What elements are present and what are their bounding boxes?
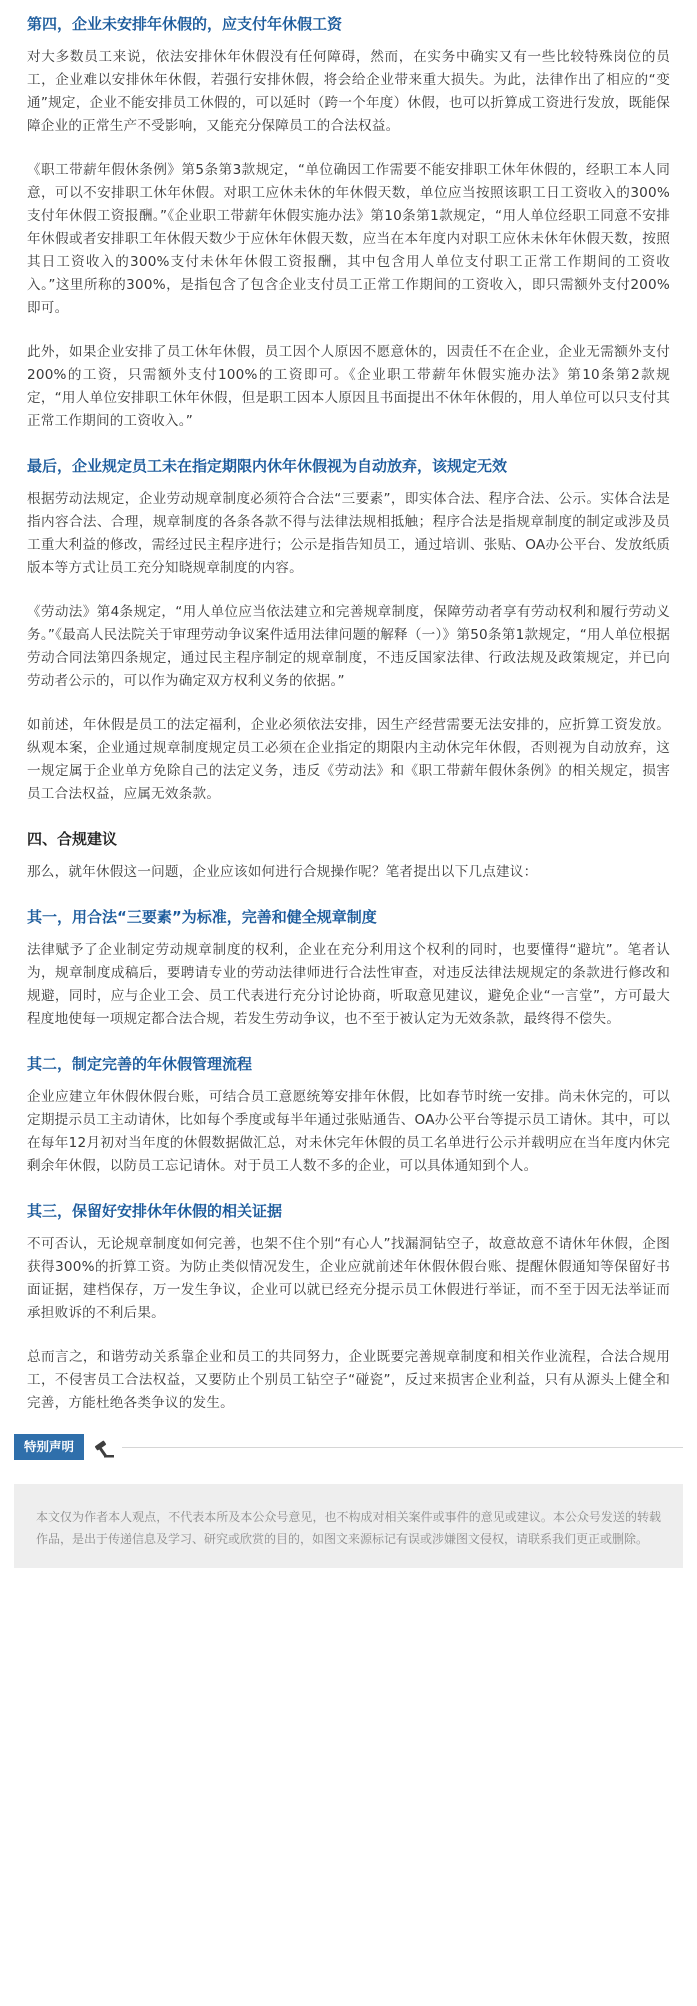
paragraph: 如前述，年休假是员工的法定福利，企业必须依法安排，因生产经营需要无法安排的，应折算工资发放。纵观本案，企业通过规章制度规定员工必须在企业指定的期限内主动休完年休假，否则视为自动放弃，这一规定属于企业单方免除自己的法定义务，违反《劳动法》和《职工带薪年假休条例》的相关规定，损害员工合法权益，应属无效条款。 — [27, 717, 670, 802]
paragraph: 法律赋予了企业制定劳动规章制度的权利，企业在充分利用这个权利的同时，也要懂得“避坑”。笔者认为，规章制度成稿后，要聘请专业的劳动法律师进行合法性审查，对违反法律法规规定的条款进行修改和规避，同时，应与企业工会、员工代表进行充分讨论协商，听取意见建议，避免企业“一言堂”，方可最大程度地使每一项规定都合法合规，若发生劳动争议，也不至于被认定为无效条款，最终得不偿失。 — [27, 942, 670, 1027]
notice-text: 本文仅为作者本人观点，不代表本所及本公众号意见，也不构成对相关案件或事件的意见或建议。本公众号发送的转载作品，是出于传递信息及学习、研究或欣赏的目的，如图文来源标记有误或涉嫌图文侵权，请联系我们更正或删除。 — [14, 1484, 683, 1568]
paragraph: 不可否认，无论规章制度如何完善，也架不住个别“有心人”找漏洞钻空子，故意故意不请休年休假，企图获得300%的折算工资。为防止类似情况发生，企业应就前述年休假休假台账、提醒休假通知等保留好书面证据，建档保存，万一发生争议，企业可以就已经充分提示员工休假进行举证，而不至于因无法举证而承担败诉的不利后果。 — [27, 1236, 670, 1321]
paragraph: 总而言之，和谐劳动关系靠企业和员工的共同努力，企业既要完善规章制度和相关作业流程，合法合规用工，不侵害员工合法权益，又要防止个别员工钻空子“碰瓷”，反过来损害企业利益，只有从源头上健全和完善，方能杜绝各类争议的发生。 — [27, 1349, 670, 1411]
paragraph: 根据劳动法规定，企业劳动规章制度必须符合合法“三要素”，即实体合法、程序合法、公示。实体合法是指内容合法、合理，规章制度的各条各款不得与法律法规相抵触；程序合法是指规章制度的制定或涉及员工重大利益的修改，需经过民主程序进行；公示是指告知员工，通过培训、张贴、OA办公平台、发放纸质版本等方式让员工充分知晓规章制度的内容。 — [27, 491, 670, 576]
paragraph: 此外，如果企业安排了员工休年休假，员工因个人原因不愿意休的，因责任不在企业，企业无需额外支付200%的工资，只需额外支付100%的工资即可。《企业职工带薪年休假实施办法》第10条第2款规定，“用人单位安排职工休年休假，但是职工因本人原因且书面提出不休年休假的，用人单位可以只支付其正常工作期间的工资收入。” — [27, 344, 670, 429]
notice-header — [14, 1432, 683, 1462]
paragraph: 《劳动法》第4条规定，“用人单位应当依法建立和完善规章制度，保障劳动者享有劳动权利和履行劳动义务。”《最高人民法院关于审理劳动争议案件适用法律问题的解释（一）》第50条第1款规定，“用人单位根据劳动合同法第四条规定，通过民主程序制定的规章制度，不违反国家法律、行政法规及政策规定，并已向劳动者公示的，可以作为确定双方权利义务的依据。” — [27, 604, 670, 689]
heading-last: 最后，企业规定员工未在指定期限内休年休假视为自动放弃，该规定无效 — [27, 457, 508, 475]
heading-suggestion-1: 其一，用合法“三要素”为标准，完善和健全规章制度 — [27, 908, 377, 926]
gavel-icon — [90, 1434, 116, 1460]
paragraph: 企业应建立年休假休假台账，可结合员工意愿统筹安排年休假，比如春节时统一安排。尚未休完的，可以定期提示员工主动请休，比如每个季度或每半年通过张贴通告、OA办公平台等提示员工请休。其中，可以在每年12月初对当年度的休假数据做汇总，对未休完年休假的员工名单进行公示并载明应在当年度内休完剩余年休假，以防员工忘记请休。对于员工人数不多的企业，可以具体通知到个人。 — [27, 1089, 670, 1174]
heading-suggestion-3: 其三，保留好安排休年休假的相关证据 — [27, 1202, 283, 1220]
heading-suggestion-2: 其二，制定完善的年休假管理流程 — [27, 1055, 253, 1073]
heading-fourth: 第四，企业未安排年休假的，应支付年休假工资 — [27, 15, 343, 33]
paragraph: 《职工带薪年假休条例》第5条第3款规定，“单位确因工作需要不能安排职工休年休假的，经职工本人同意，可以不安排职工休年休假。对职工应休未休的年休假天数，单位应当按照该职工日工资收入的300%支付年休假工资报酬。”《企业职工带薪年休假实施办法》第10条第1款规定，“用人单位经职工同意不安排年休假或者安排职工年休假天数少于应休年休假天数，应当在本年度内对职工应休未休年休假天数，按照其日工资收入的300%支付未休年休假工资报酬，其中包含用人单位支付职工正常工作期间的工资收入。”这里所称的300%，是指包含了包含企业支付员工正常工作期间的工资收入，即只需额外支付200%即可。 — [27, 162, 670, 316]
notice-tag: 特别声明 — [14, 1434, 84, 1460]
notice-divider — [122, 1447, 683, 1448]
paragraph: 对大多数员工来说，依法安排休年休假没有任何障碍，然而，在实务中确实又有一些比较特殊岗位的员工，企业难以安排休年休假，若强行安排休假，将会给企业带来重大损失。为此，法律作出了相应的“变通”规定，企业不能安排员工休假的，可以延时（跨一个年度）休假，也可以折算成工资进行发放，既能保障企业的正常生产不受影响，又能充分保障员工的合法权益。 — [27, 49, 670, 134]
heading-compliance: 四、合规建议 — [27, 830, 118, 848]
special-notice — [0, 1432, 697, 1568]
paragraph: 那么，就年休假这一问题，企业应该如何进行合规操作呢？笔者提出以下几点建议： — [27, 864, 538, 880]
